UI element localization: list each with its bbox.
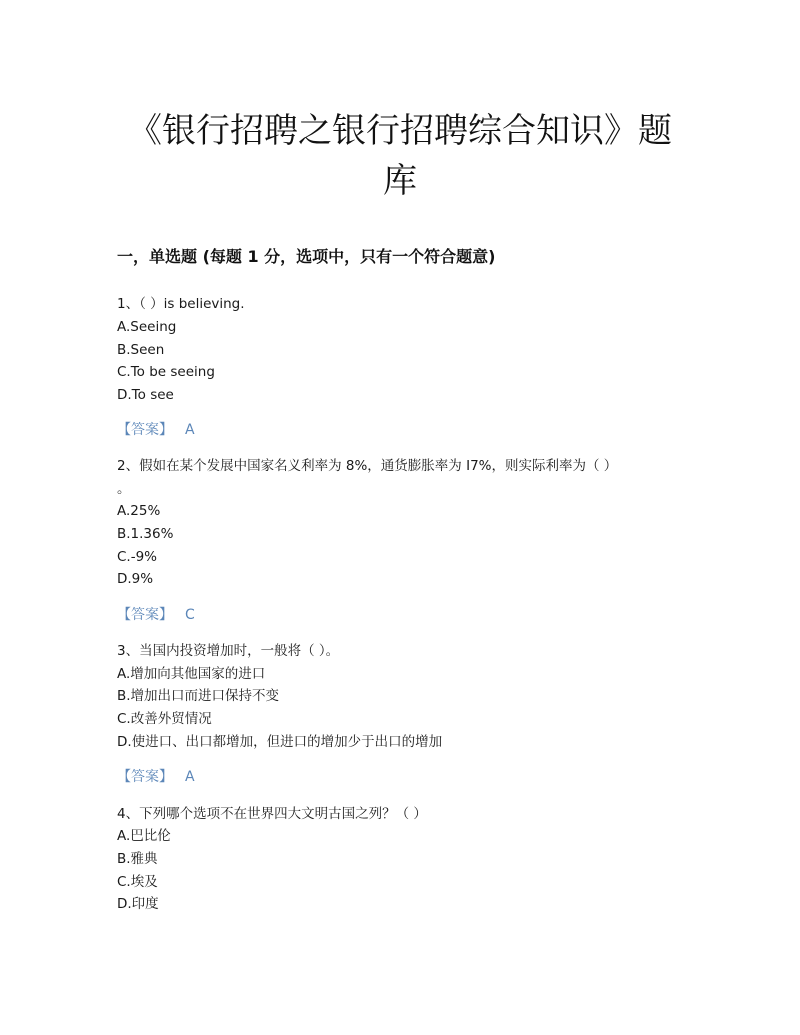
question-1-option-a: A.Seeing: [117, 319, 177, 335]
question-2-stem-continued: 。: [117, 481, 131, 497]
question-4-stem: 4、下列哪个选项不在世界四大文明古国之列？（ ）: [117, 806, 427, 822]
question-2-answer: [117, 605, 195, 625]
document-title-line2: 库: [383, 161, 417, 201]
question-3-option-c: C.改善外贸情况: [117, 711, 212, 727]
answer-value: A: [185, 769, 195, 785]
question-3-answer: [117, 767, 195, 787]
question-1-option-b: B.Seen: [117, 342, 165, 358]
document-title-line1: 《银行招聘之银行招聘综合知识》题: [128, 111, 672, 151]
question-2-stem: 2、假如在某个发展中国家名义利率为 8%，通货膨胀率为 I7%，则实际利率为（ ）: [117, 458, 618, 474]
question-1-option-d: D.To see: [117, 387, 174, 403]
question-3-option-d: D.使进口、出口都增加，但进口的增加少于出口的增加: [117, 734, 443, 750]
question-2-option-d: D.9%: [117, 571, 154, 587]
question-1-option-c: C.To be seeing: [117, 364, 215, 380]
question-2-option-c: C.-9%: [117, 549, 158, 565]
answer-label: 【答案】: [117, 607, 173, 623]
question-4-option-d: D.印度: [117, 896, 159, 912]
answer-label: 【答案】: [117, 422, 173, 438]
question-4-option-a: A.巴比伦: [117, 828, 171, 844]
document-title: [110, 106, 690, 206]
answer-value: A: [185, 422, 195, 438]
question-4-option-b: B.雅典: [117, 851, 158, 867]
question-1-answer: [117, 420, 195, 440]
question-3-option-b: B.增加出口而进口保持不变: [117, 688, 280, 704]
question-3-option-a: A.增加向其他国家的进口: [117, 666, 266, 682]
question-4-option-c: C.埃及: [117, 874, 158, 890]
answer-value: C: [185, 607, 195, 623]
question-1-stem: 1、（ ）is believing.: [117, 296, 245, 312]
section-heading: 一，单选题 (每题 1 分，选项中，只有一个符合题意): [117, 247, 496, 266]
question-2-option-b: B.1.36%: [117, 526, 174, 542]
question-2-option-a: A.25%: [117, 503, 161, 519]
answer-label: 【答案】: [117, 769, 173, 785]
question-3-stem: 3、当国内投资增加时，一般将（ ）。: [117, 643, 340, 659]
